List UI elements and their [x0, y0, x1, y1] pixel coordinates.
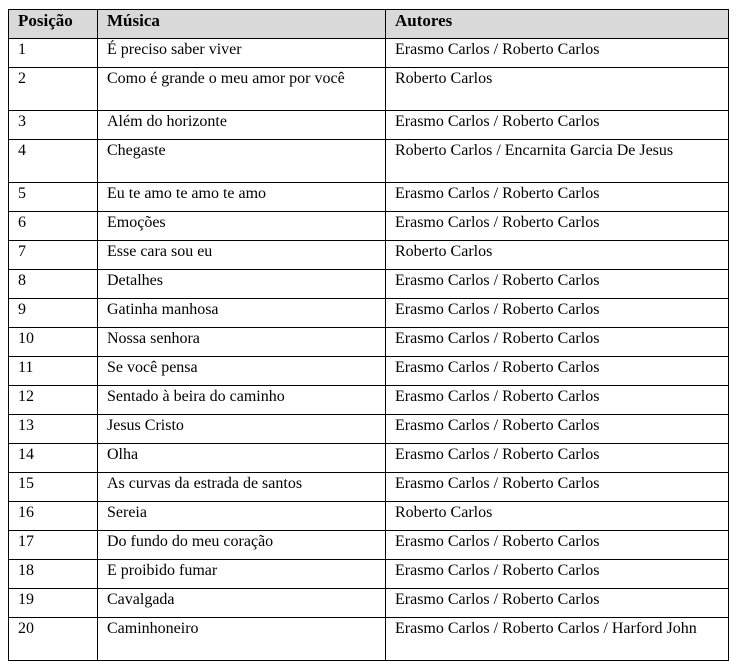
- cell-position: 13: [9, 415, 98, 444]
- header-position: Posição: [9, 10, 98, 39]
- cell-song: Jesus Cristo: [98, 415, 386, 444]
- cell-authors: Erasmo Carlos / Roberto Carlos: [386, 589, 729, 618]
- cell-authors: Erasmo Carlos / Roberto Carlos: [386, 111, 729, 140]
- cell-position: 14: [9, 444, 98, 473]
- cell-song: Caminhoneiro: [98, 618, 386, 661]
- table-row: [9, 444, 729, 473]
- header-song: Música: [98, 10, 386, 39]
- cell-song: Chegaste: [98, 140, 386, 183]
- cell-authors: Erasmo Carlos / Roberto Carlos: [386, 183, 729, 212]
- table-row: [9, 560, 729, 589]
- table-row: [9, 618, 729, 661]
- cell-song: Eu te amo te amo te amo: [98, 183, 386, 212]
- cell-position: 10: [9, 328, 98, 357]
- cell-authors: Erasmo Carlos / Roberto Carlos / Harford John: [386, 618, 729, 661]
- cell-authors: Erasmo Carlos / Roberto Carlos: [386, 299, 729, 328]
- table-row: [9, 183, 729, 212]
- cell-song: Sereia: [98, 502, 386, 531]
- cell-authors: Roberto Carlos: [386, 502, 729, 531]
- table-row: [9, 39, 729, 68]
- table-row: [9, 415, 729, 444]
- cell-position: 20: [9, 618, 98, 661]
- cell-song: As curvas da estrada de santos: [98, 473, 386, 502]
- cell-position: 3: [9, 111, 98, 140]
- cell-position: 15: [9, 473, 98, 502]
- cell-song: Esse cara sou eu: [98, 241, 386, 270]
- cell-song: Sentado à beira do caminho: [98, 386, 386, 415]
- cell-authors: Roberto Carlos: [386, 68, 729, 111]
- table-row: [9, 111, 729, 140]
- cell-song: Detalhes: [98, 270, 386, 299]
- songs-table-container: [8, 9, 728, 661]
- cell-authors: Erasmo Carlos / Roberto Carlos: [386, 39, 729, 68]
- cell-authors: Erasmo Carlos / Roberto Carlos: [386, 270, 729, 299]
- cell-authors: Erasmo Carlos / Roberto Carlos: [386, 560, 729, 589]
- cell-position: 17: [9, 531, 98, 560]
- cell-authors: Erasmo Carlos / Roberto Carlos: [386, 415, 729, 444]
- songs-table: [8, 9, 729, 661]
- table-row: [9, 357, 729, 386]
- cell-song: Emoções: [98, 212, 386, 241]
- cell-position: 12: [9, 386, 98, 415]
- cell-position: 4: [9, 140, 98, 183]
- header-authors: Autores: [386, 10, 729, 39]
- cell-authors: Erasmo Carlos / Roberto Carlos: [386, 357, 729, 386]
- cell-position: 16: [9, 502, 98, 531]
- table-row: [9, 473, 729, 502]
- table-row: [9, 328, 729, 357]
- table-row: [9, 531, 729, 560]
- cell-position: 1: [9, 39, 98, 68]
- cell-position: 18: [9, 560, 98, 589]
- cell-authors: Erasmo Carlos / Roberto Carlos: [386, 473, 729, 502]
- table-row: [9, 241, 729, 270]
- cell-song: Cavalgada: [98, 589, 386, 618]
- cell-song: Se você pensa: [98, 357, 386, 386]
- cell-song: Olha: [98, 444, 386, 473]
- cell-authors: Erasmo Carlos / Roberto Carlos: [386, 531, 729, 560]
- table-header-row: [9, 10, 729, 39]
- table-row: [9, 589, 729, 618]
- cell-position: 11: [9, 357, 98, 386]
- table-row: [9, 212, 729, 241]
- table-row: [9, 68, 729, 111]
- table-row: [9, 140, 729, 183]
- cell-song: Como é grande o meu amor por você: [98, 68, 386, 111]
- cell-song: Nossa senhora: [98, 328, 386, 357]
- cell-position: 9: [9, 299, 98, 328]
- cell-song: Do fundo do meu coração: [98, 531, 386, 560]
- cell-position: 6: [9, 212, 98, 241]
- cell-authors: Erasmo Carlos / Roberto Carlos: [386, 444, 729, 473]
- table-body: [9, 39, 729, 661]
- cell-song: Gatinha manhosa: [98, 299, 386, 328]
- cell-authors: Erasmo Carlos / Roberto Carlos: [386, 328, 729, 357]
- cell-position: 19: [9, 589, 98, 618]
- cell-position: 8: [9, 270, 98, 299]
- cell-authors: Roberto Carlos / Encarnita Garcia De Jesus: [386, 140, 729, 183]
- cell-authors: Erasmo Carlos / Roberto Carlos: [386, 212, 729, 241]
- table-row: [9, 502, 729, 531]
- cell-position: 2: [9, 68, 98, 111]
- table-row: [9, 299, 729, 328]
- cell-song: E proibido fumar: [98, 560, 386, 589]
- cell-position: 7: [9, 241, 98, 270]
- cell-authors: Roberto Carlos: [386, 241, 729, 270]
- table-row: [9, 270, 729, 299]
- cell-authors: Erasmo Carlos / Roberto Carlos: [386, 386, 729, 415]
- table-row: [9, 386, 729, 415]
- cell-song: Além do horizonte: [98, 111, 386, 140]
- cell-position: 5: [9, 183, 98, 212]
- cell-song: É preciso saber viver: [98, 39, 386, 68]
